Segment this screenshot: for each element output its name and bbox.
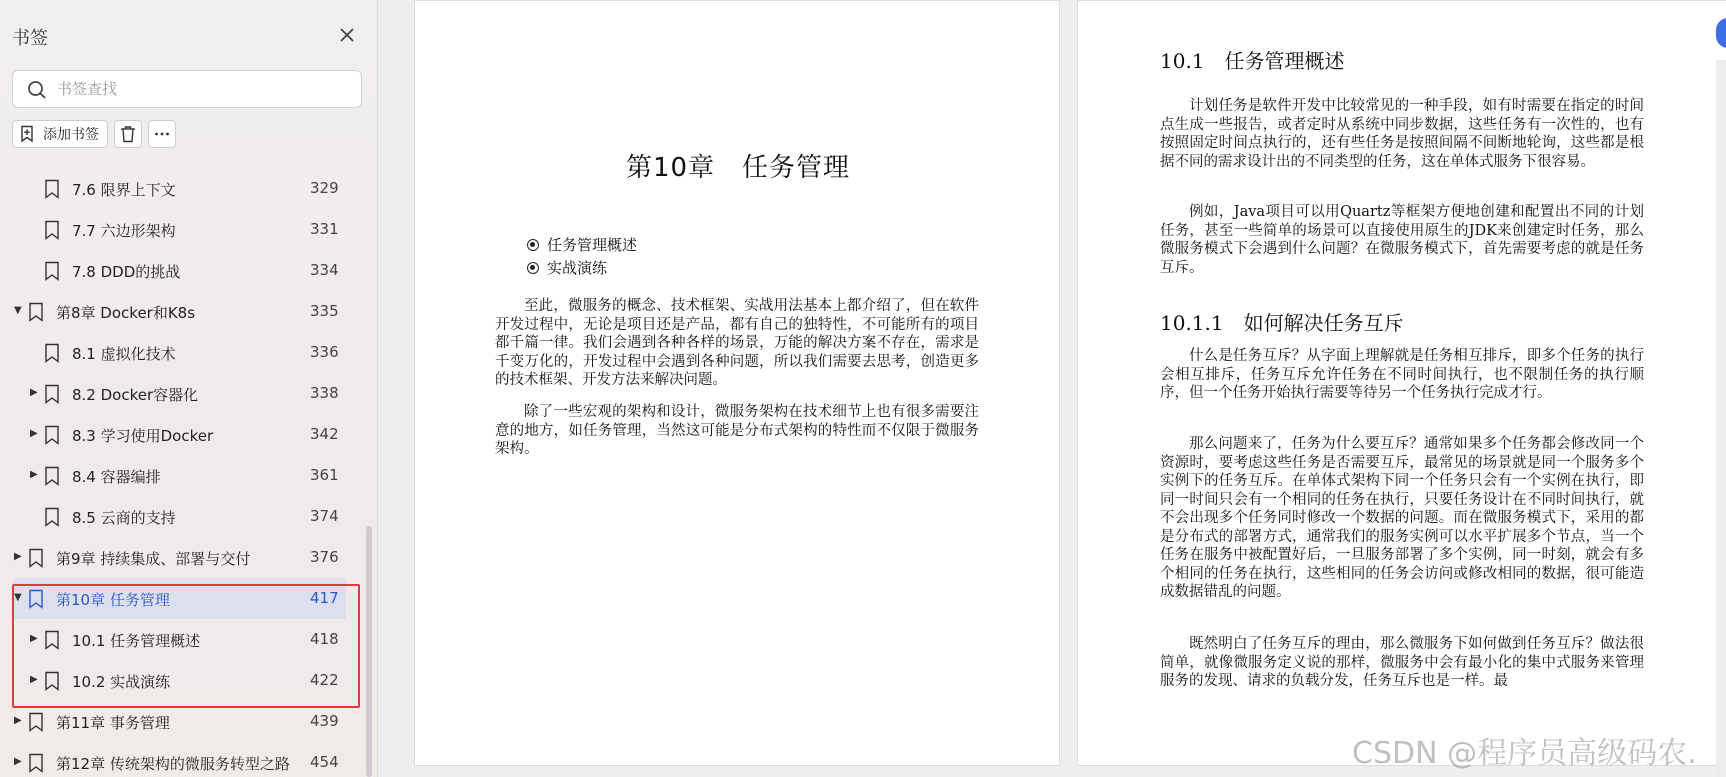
bookmark-search-input[interactable] — [57, 77, 347, 101]
bookmark-icon — [44, 425, 60, 445]
bookmark-item-label: 8.2 Docker容器化 — [72, 386, 199, 404]
bookmark-icon — [44, 179, 60, 199]
collapse-arrow-icon[interactable]: ▼ — [14, 592, 22, 603]
bookmark-item[interactable] — [0, 701, 366, 742]
bookmark-item-label: 7.7 六边形架构 — [72, 222, 176, 240]
bookmark-item[interactable] — [0, 250, 366, 291]
bookmark-icon — [44, 220, 60, 240]
collapse-arrow-icon[interactable]: ▼ — [14, 305, 22, 316]
more-icon — [153, 125, 171, 143]
delete-bookmark-button[interactable] — [114, 120, 142, 148]
bookmark-item[interactable] — [0, 537, 366, 578]
bookmark-item-page: 417 — [310, 589, 339, 607]
chapter-toc — [527, 233, 637, 279]
bookmark-item-label: 第12章 传统架构的微服务转型之路 — [56, 755, 290, 773]
expand-arrow-icon[interactable]: ▶ — [14, 551, 22, 562]
toc-item: 实战演练 — [527, 256, 637, 279]
bookmark-icon — [28, 589, 44, 609]
bookmark-outline-list — [0, 168, 366, 777]
bookmark-icon — [28, 712, 44, 732]
paragraph: 例如，Java项目可以用Quartz等框架方便地创建和配置出不同的计划任务，甚至一些简单的场景可以直接使用原生的JDK来创建定时任务，那么微服务模式下会遇到什么问题？在微服务模式下，首先需要考虑的就是任务互斥。 — [1160, 204, 1644, 276]
bookmark-item-page: 439 — [310, 712, 339, 730]
bookmark-icon — [44, 343, 60, 363]
expand-arrow-icon[interactable]: ▶ — [30, 428, 38, 439]
expand-arrow-icon[interactable]: ▶ — [14, 756, 22, 767]
bookmark-item-label: 第8章 Docker和K8s — [56, 304, 196, 322]
expand-arrow-icon[interactable]: ▶ — [14, 715, 22, 726]
bookmark-item-label: 10.2 实战演练 — [72, 673, 171, 691]
bookmark-item[interactable] — [14, 578, 346, 619]
bookmark-item-page: 342 — [310, 425, 339, 443]
paragraph: 什么是任务互斥？从字面上理解就是任务相互排斥，即多个任务的执行会相互排斥，任务互斥允许任务在不同时间执行，也不限制任务的执行顺序，但一个任务开始执行需要等待另一个任务执行完成才行。 — [1160, 348, 1644, 401]
expand-arrow-icon — [30, 346, 40, 358]
trash-icon — [119, 125, 137, 143]
sidebar-title: 书签 — [12, 28, 48, 49]
bookmark-item-page: 376 — [310, 548, 339, 566]
bookmark-icon — [28, 753, 44, 773]
bookmark-item-label: 第10章 任务管理 — [56, 591, 170, 609]
more-options-button[interactable] — [148, 120, 176, 148]
bookmark-item[interactable] — [0, 209, 366, 250]
document-page-right — [1077, 0, 1726, 766]
bookmark-item[interactable] — [0, 496, 366, 537]
bookmark-icon — [44, 671, 60, 691]
bookmark-icon — [44, 261, 60, 281]
bookmark-icon — [28, 302, 44, 322]
bookmark-item-page: 418 — [310, 630, 339, 648]
bookmark-item-page: 361 — [310, 466, 339, 484]
expand-arrow-icon[interactable]: ▶ — [30, 387, 38, 398]
chapter-title: 第10章 任务管理 — [625, 153, 851, 183]
expand-arrow-icon[interactable]: ▶ — [30, 633, 38, 644]
bookmark-item-page: 336 — [310, 343, 339, 361]
bookmark-item[interactable] — [0, 660, 366, 701]
bookmark-item[interactable] — [0, 373, 366, 414]
bookmark-search-box[interactable] — [12, 70, 362, 108]
bookmark-item-label: 8.1 虚拟化技术 — [72, 345, 176, 363]
paragraph: 除了一些宏观的架构和设计，微服务架构在技术细节上也有很多需要注意的地方，如任务管理，当然这可能是分布式架构的特性而不仅限于微服务架构。 — [495, 404, 979, 457]
bookmark-item-label: 8.4 容器编排 — [72, 468, 161, 486]
bookmark-item[interactable] — [0, 332, 366, 373]
expand-arrow-icon[interactable]: ▶ — [30, 469, 38, 480]
bookmark-item-label: 第9章 持续集成、部署与交付 — [56, 550, 251, 568]
bookmark-item-label: 7.6 限界上下文 — [72, 181, 176, 199]
document-page-left — [414, 0, 1060, 766]
bookmark-item-label: 第11章 事务管理 — [56, 714, 170, 732]
add-bookmark-label: 添加书签 — [43, 127, 99, 143]
bookmark-item-label: 10.1 任务管理概述 — [72, 632, 201, 650]
bookmark-item-page: 335 — [310, 302, 339, 320]
bookmark-item-label: 8.3 学习使用Docker — [72, 427, 214, 445]
viewer-scrollbar[interactable] — [1716, 60, 1726, 777]
bullet-icon — [527, 262, 539, 274]
bookmark-icon — [44, 466, 60, 486]
bookmark-item-label: 7.8 DDD的挑战 — [72, 263, 181, 281]
bookmark-item[interactable] — [0, 168, 366, 209]
bookmark-item-page: 422 — [310, 671, 339, 689]
bookmark-item[interactable] — [0, 414, 366, 455]
bookmark-icon — [44, 630, 60, 650]
bookmark-item-page: 338 — [310, 384, 339, 402]
bullet-icon — [527, 239, 539, 251]
sidebar-scrollbar[interactable] — [366, 526, 372, 777]
bookmark-item[interactable] — [0, 291, 366, 332]
subsection-title: 10.1.1 如何解决任务互斥 — [1160, 311, 1404, 335]
expand-arrow-icon — [30, 510, 40, 522]
bookmark-item-page: 331 — [310, 220, 339, 238]
expand-arrow-icon — [30, 182, 40, 194]
expand-arrow-icon — [30, 223, 40, 235]
add-bookmark-button[interactable] — [12, 120, 108, 148]
bookmark-item-page: 334 — [310, 261, 339, 279]
bookmark-item-page: 329 — [310, 179, 339, 197]
close-icon[interactable] — [336, 24, 358, 46]
bookmark-item-page: 374 — [310, 507, 339, 525]
paragraph: 计划任务是软件开发中比较常见的一种手段，如有时需要在指定的时间点生成一些报告，或者定时从系统中同步数据，这些任务有一次性的，也有按照固定时间点执行的，还有些任务是按照间隔不间断地轮询，这些都是根据不同的需求设计出的不同类型的任务，这在单体式服务下很容易。 — [1160, 98, 1644, 170]
bookmark-item-page: 454 — [310, 753, 339, 771]
bookmark-item-label: 8.5 云商的支持 — [72, 509, 176, 527]
bookmark-icon — [44, 507, 60, 527]
paragraph: 至此，微服务的概念、技术框架、实战用法基本上都介绍了，但在软件开发过程中，无论是项目还是产品，都有自己的独特性，不可能所有的项目都千篇一律。我们会遇到各种各样的场景，万能的解决方案不存在，需求是千变万化的，开发过程中会遇到各种问题，所以我们需要去思考，创造更多的技术框架、开发方法来解决问题。 — [495, 298, 979, 388]
search-icon — [27, 80, 47, 100]
expand-arrow-icon — [30, 264, 40, 276]
expand-arrow-icon[interactable]: ▶ — [30, 674, 38, 685]
watermark: CSDN @程序员高级码农. — [1352, 736, 1697, 771]
toc-item: 任务管理概述 — [527, 233, 637, 256]
bookmark-icon — [44, 384, 60, 404]
bookmark-item[interactable] — [0, 455, 366, 496]
bookmark-item[interactable] — [0, 742, 366, 777]
paragraph: 那么问题来了，任务为什么要互斥？通常如果多个任务都会修改同一个资源时，要考虑这些任务是否需要互斥，最常见的场景就是同一个服务多个实例下的任务互斥。在单体式架构下同一个任务只会有一个实例在执行，即同一时间只会有一个相同的任务在执行，只要任务设计在不同时间执行，就不会出现多个任务同时修改一个数据的问题。而在微服务模式下，采用的都是分布式的部署方式，通常我们的服务实例可以水平扩展多个节点，当一个任务在服务中被配置好后，一旦服务部署了多个实例，同一时刻，就会有多个相同的任务在执行，这些相同的任务会访问或修改相同的数据，很可能造成数据错乱的问题。 — [1160, 436, 1644, 600]
section-title: 10.1 任务管理概述 — [1160, 49, 1345, 73]
bookmark-item[interactable] — [0, 619, 366, 660]
add-bookmark-icon — [19, 125, 37, 143]
sidebar-header — [0, 0, 378, 68]
bookmark-icon — [28, 548, 44, 568]
bookmark-sidebar — [0, 0, 378, 777]
paragraph: 既然明白了任务互斥的理由，那么微服务下如何做到任务互斥？做法很简单，就像微服务定义说的那样，微服务中会有最小化的集中式服务来管理服务的发现、请求的负载分发，任务互斥也是一样。最 — [1160, 636, 1644, 689]
